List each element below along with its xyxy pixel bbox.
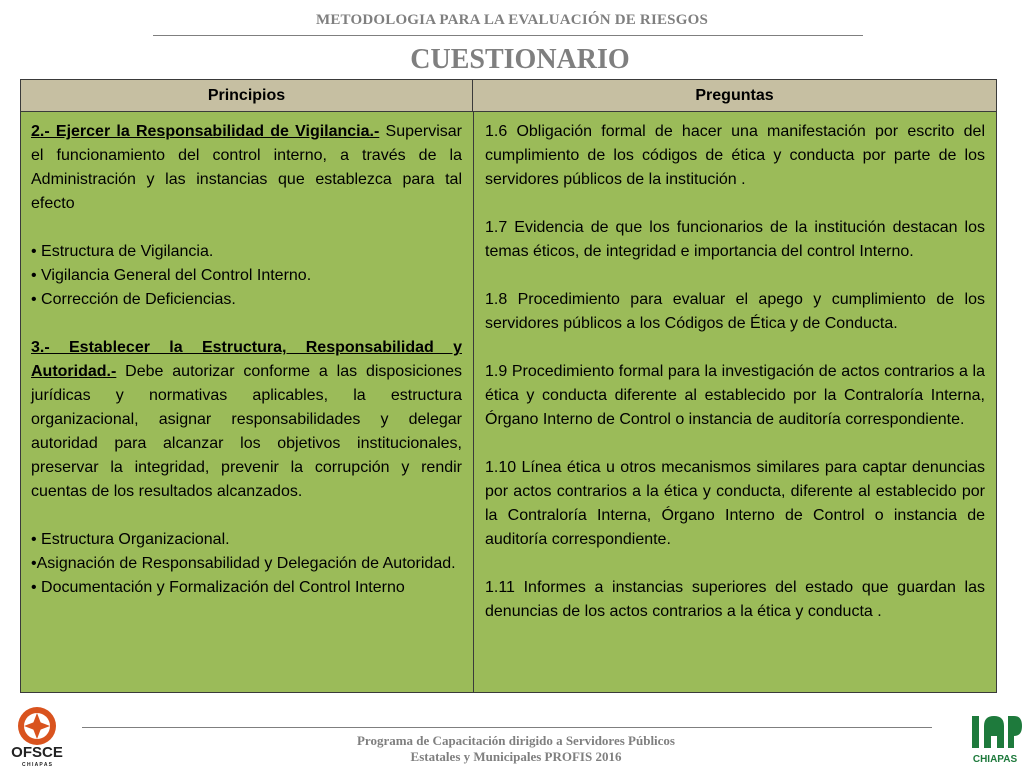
- header-title: METODOLOGIA PARA LA EVALUACIÓN DE RIESGOS: [315, 12, 709, 28]
- principle-2-text: Supervisar el funcionamiento del control interno, a través de la Administración y las instancias que establezca para tal efecto: [31, 123, 462, 212]
- question-item: 1.8 Procedimiento para evaluar el apego y cumplimiento de los servidores públicos a los Códigos de Ética y de Conducta.: [485, 291, 985, 332]
- ofsce-logo-text: OFSCE: [11, 744, 63, 761]
- footer-line-1: Programa de Capacitación dirigido a Servidores Públicos: [356, 733, 675, 748]
- ofsce-logo: [4, 704, 70, 768]
- footer-line-2: Estatales y Municipales PROFIS 2016: [410, 749, 622, 764]
- principles-cell: [21, 112, 473, 600]
- principle-3-bullet: •Asignación de Responsabilidad y Delegación de Autoridad.: [31, 555, 456, 572]
- questions-cell: [474, 112, 996, 624]
- principle-2-bullet: • Vigilancia General del Control Interno.: [31, 267, 312, 284]
- principle-2: [31, 120, 462, 216]
- footer-divider: [82, 727, 932, 728]
- question-item: 1.11 Informes a instancias superiores del estado que guardan las denuncias de los actos contrarios a la ética y conducta .: [485, 579, 985, 620]
- question-item: 1.9 Procedimiento formal para la investigación de actos contrarios a la ética y conducta diferente al establecido por la Contraloría Interna, Órgano Interno de Control o instancia de auditoría correspondiente.: [485, 363, 985, 428]
- principle-2-bullet: • Corrección de Deficiencias.: [31, 291, 236, 308]
- question-item: 1.6 Obligación formal de hacer una manifestación por escrito del cumplimiento de los códigos de ética y conducta por parte de los servidores públicos de la institución .: [485, 123, 985, 188]
- principle-2-bullet: • Estructura de Vigilancia.: [31, 243, 214, 260]
- questionnaire-table: [20, 79, 997, 693]
- principle-3-bullet: • Estructura Organizacional.: [31, 531, 230, 548]
- iap-logo-subtext: CHIAPAS: [972, 754, 1018, 765]
- principle-3-bullet: • Documentación y Formalización del Control Interno: [31, 579, 405, 596]
- principle-3-text: Debe autorizar conforme a las disposiciones jurídicas y normativas aplicables, la estructura organizacional, asignar responsabilidades y delegar autoridad para alcanzar los objetivos institucionales, preservar la integridad, prevenir la corrupción y rendir cuentas de los resultados alcanzados.: [31, 363, 462, 500]
- column-header-preguntas: Preguntas: [473, 80, 996, 112]
- footer-text: [0, 733, 1024, 765]
- page-title: CUESTIONARIO: [410, 44, 630, 75]
- iap-chiapas-logo: [966, 710, 1024, 766]
- question-item: 1.7 Evidencia de que los funcionarios de la institución destacan los temas éticos, de integridad e importancia del control Interno.: [485, 219, 985, 260]
- principle-3-title: 3.- Establecer la Estructura, Responsabilidad y Autoridad.-: [31, 339, 462, 380]
- header-divider: [153, 35, 863, 36]
- column-header-principios: Principios: [21, 80, 473, 112]
- question-item: 1.10 Línea ética u otros mecanismos similares para captar denuncias por actos contrarios a la ética y conducta, diferente al establecido por la Contraloría Interna, Órgano Interno de Control o instancia de auditoría correspondiente.: [485, 459, 985, 548]
- principle-3: [31, 336, 462, 504]
- principle-2-title: 2.- Ejercer la Responsabilidad de Vigilancia.-: [31, 123, 380, 140]
- ofsce-logo-subtext: C H I A P A S: [21, 762, 53, 768]
